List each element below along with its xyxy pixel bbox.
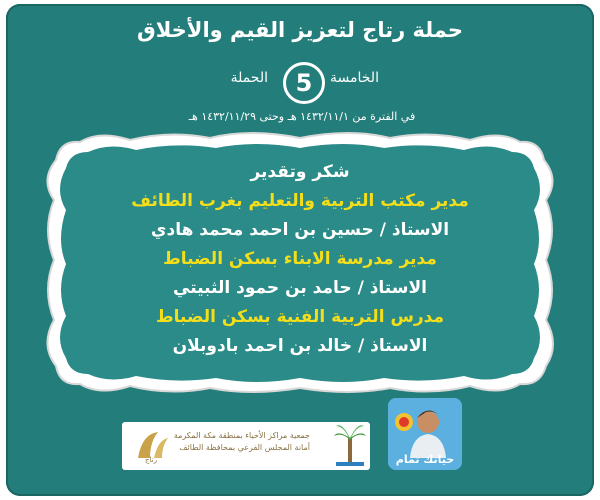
campaign-period: في الفترة من ١٤٣٢/١١/١ هـ وحتى ١٤٣٢/١١/٢٩ هـ (188, 110, 416, 123)
palm-tree-icon (332, 420, 368, 468)
association-branch: أمانة المجلس الفرعي بمحافظة الطائف (179, 443, 310, 452)
svg-text:رتاج: رتاج (145, 456, 157, 464)
round-number-badge: 5 (283, 62, 325, 104)
honoree-position-1: مدير مكتب التربية والتعليم بغرب الطائف (131, 191, 469, 211)
honoree-position-2: مدير مدرسة الابناء بسكن الضباط (163, 249, 437, 269)
honoree-name-2: الاستاذ / حامد بن حمود الثبيتي (173, 278, 427, 298)
round-ordinal: الخامسة (330, 70, 379, 86)
round-label: الحملة (230, 70, 268, 86)
ritaj-logo (128, 428, 174, 464)
hayatuk-text: حياتك تمام (395, 453, 455, 466)
association-name: جمعية مراكز الأحياء بمنطقة مكة المكرمة (173, 431, 310, 440)
campaign-title: حملة رتاج لتعزيز القيم والأخلاق (136, 18, 464, 42)
round-indicator (0, 62, 600, 102)
honoree-name-3: الاستاذ / خالد بن احمد بادوبلان (172, 336, 428, 356)
certificate-heading: شكر وتقدير (250, 162, 350, 182)
hayatuk-logo (388, 398, 462, 470)
honoree-name-1: الاستاذ / حسين بن احمد محمد هادي (150, 220, 450, 240)
association-text (174, 430, 310, 454)
honoree-position-3: مدرس التربية الفنية بسكن الضباط (155, 307, 445, 327)
certificate-text (86, 158, 514, 361)
